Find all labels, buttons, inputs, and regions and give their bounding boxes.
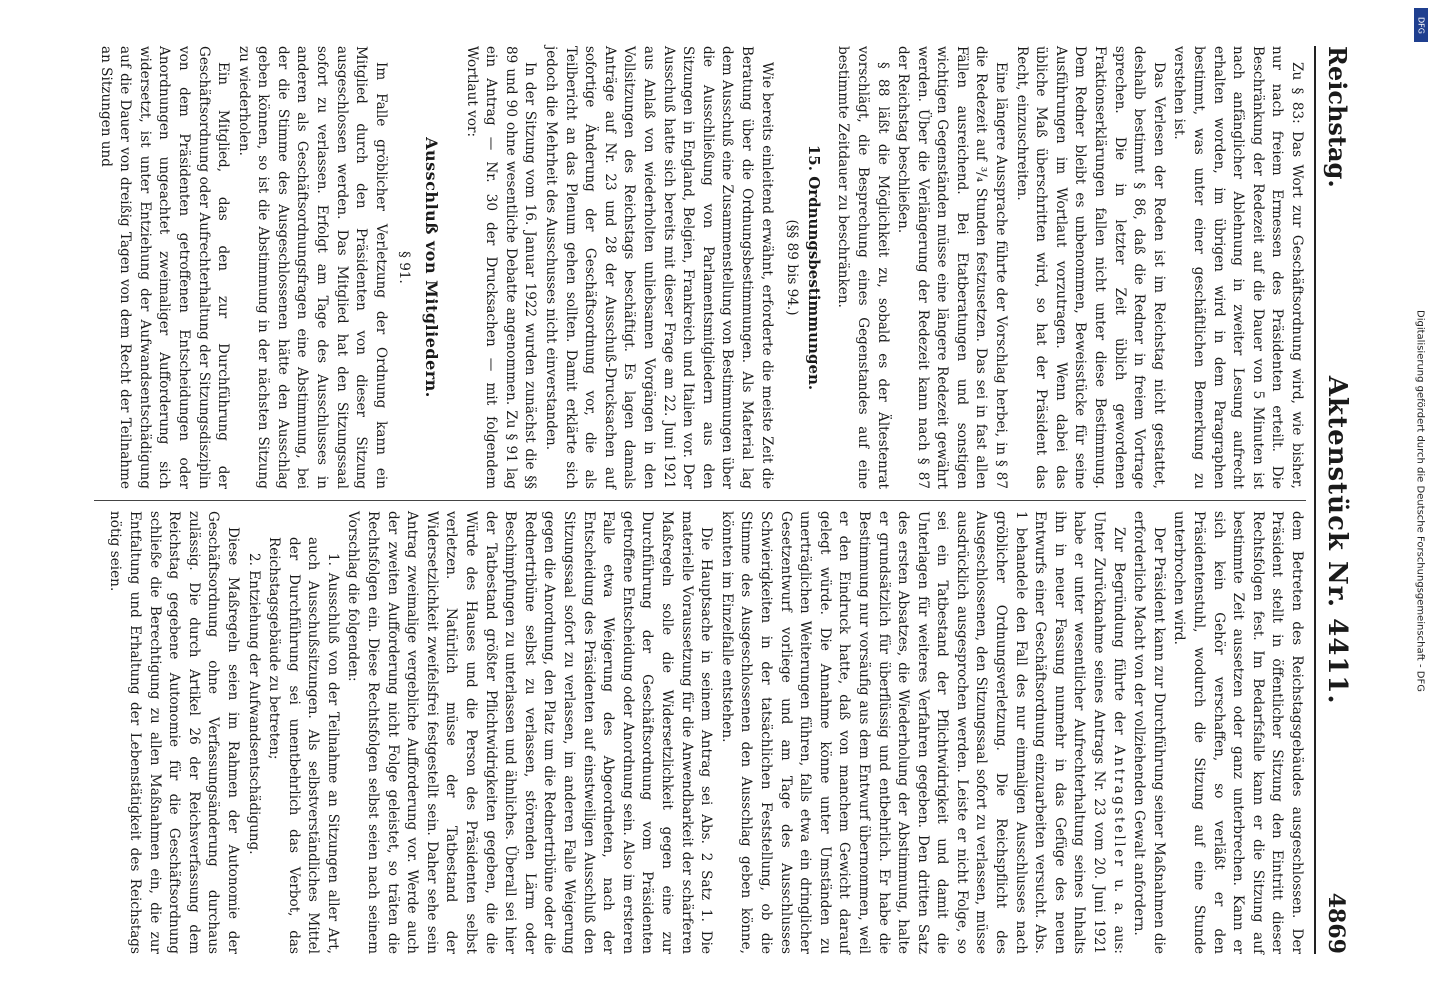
paragraph — [716, 511, 1127, 954]
right-column — [94, 511, 1306, 954]
spaced-term: Antragsteller — [1110, 745, 1127, 869]
list-item: 2. Entziehung der Aufwandsentschädigung. — [245, 553, 262, 855]
paragraph: Eine längere Aussprache führte der Vorschlag herbei, in § 87 die Redezeit auf ³/₄ Stunden festzusetzen. Das sei in fast allen Fällen ausreichend. Bei Etatberatungen und sonstigen wichtigen Gegenständen müsse eine längere Redezeit gewährt werden. Über die Verlängerung der Redezeit kann nach § 87 der Reichstag beschließen. — [895, 46, 1010, 489]
quote-title: Ausschluß von Mitgliedern. — [422, 137, 442, 398]
paragraph: Die Hauptsache in seinem Antrag sei Abs. 2 Satz 1. Die materielle Voraussetzung für die Anwendbarkeit der schärferen Maßregeln solle die Widersetzlichkeit gegen eine zur Durchführung der Geschäftsordnung vom Präsidenten getroffene Entscheidung oder Anordnung sein. Also im ersteren Falle etwa Weigerung des Abgeordneten, nach der Entscheidung des Präsidenten auf einstweiligen Ausschluß den Sitzungssaal sofort zu verlassen, im anderen Falle Weigerung gegen die Anordnung, den Platz um die Rednertribüne oder die Rednertribüne selbst zu verlassen, störenden Lärm oder Beschimpfungen zu unterlassen und ähnliches. Überall sei hier der Tatbestand größter Pflichtwidrigkeiten gegeben, die die Würde des Hauses und die Person des Präsidenten selbst verletzen. Natürlich müsse der Tatbestand der Widersetzlichkeit zweifelsfrei festgestellt sein. Daher sehe sein Antrag zweimalige vergebliche Aufforderung vor. Werde auch der zweiten Aufforderung nicht Folge geleistet, so träten die Rechtsfolgen ein. Diese Rechtsfolgen selbst seien nach seinem Vorschlag die folgenden: — [345, 511, 715, 954]
digitization-note-text: Digitalisierung gefördert durch die Deutsche Forschungsgemeinschaft - DFG — [1414, 309, 1426, 693]
quote-paragraph: dem Betreten des Reichstagsgebäudes ausgeschlossen. Der Präsident stellt in öffentlicher Sitzung den Eintritt dieser Rechtsfolgen fest. Im Bedarfsfalle kann er die Sitzung auf bestimmte Zeit aussetzen oder ganz unterbrechen. Kann er sich kein Gehör verschaffen, so verläßt er den Präsidentenstuhl, wodurch die Sitzung auf eine Stunde unterbrochen wird. — [1171, 511, 1305, 954]
dfg-logo: DFG — [1414, 8, 1428, 42]
quote-paragraph: Ein Mitglied, das den zur Durchführung der Geschäftsordnung oder Aufrechterhaltung der Sitzungsdisziplin von dem Präsidenten getroffenen Entscheidungen oder Anordnungen ungeachtet zweimaliger Aufforderung sich widersetzt, ist unter Entziehung der Aufwandsentschädigung auf die Dauer von dreißig Tagen von dem Recht der Teilnahme an Sitzungen und — [97, 46, 232, 489]
text-run: u. a. aus: Unter Zurücknahme seines Antrags Nr. 23 vom 20. Juni 1921 habe er unter wesentlicher Aufrechterhaltung seines Inhalts ihn in neuer Fassung nunmehr in das Gefüge des neuen Entwurfs einer Geschäftsordnung einzuarbeiten versucht. Abs. 1 behandele den Fall des nur einmaligen Ausschlusses nach gröblicher Ordnungsverletzung. Die Reichspflicht des Ausgeschlossenen, den Sitzungssaal sofort zu verlassen, müsse ausdrücklich ausgesprochen werden. Leiste er nicht Folge, so sei ein Tatbestand der Pflichtwidrigkeit und damit die Unterlagen für weiteres Verfahren gegeben. Den dritten Satz des ersten Absatzes, die Wiederholung der Abstimmung, halte er grundsätzlich für überflüssig und entbehrlich. Er habe die Bestimmung nur vorsäufig aus dem Entwurf übernommen, weil er den Eindruck hatte, daß von manchem Gewicht darauf gelegt würde. Die Annahme könne unter Umständen zu unerträglichen Weiterungen führen, falls etwa ein dringlicher Gesetzentwurf vorliege und am Tage des Ausschlusses Schwierigkeiten in der tatsächlichen Feststellung, ob die Stimme des Ausgeschlossenen den Ausschlag geben könne, könnten im Einzelfalle entstehen. — [718, 511, 1127, 954]
paragraph: In der Sitzung vom 16. Januar 1922 wurden zunächst die §§ 89 und 90 ohne wesentliche Debatte angenommen. Zu § 91 lag ein Antrag — Nr. 30 der Drucksachen — mit folgendem Wortlaut vor: — [463, 46, 539, 489]
paragraph: § 88 läßt die Möglichkeit zu, sobald es der Ältestenrat vorschlägt, die Besprechung eines Gegenstandes auf eine bestimmte Zeitdauer zu beschränken. — [835, 46, 891, 489]
quote-paragraph: Der Präsident kann zur Durchführung seiner Maßnahmen die erforderliche Macht von der vollziehenden Gewalt anfordern. — [1131, 511, 1167, 954]
quote-paragraph: Im Falle gröblicher Verletzung der Ordnung kann ein Mitglied durch den Präsidenten von dieser Sitzung ausgeschlossen werden. Das Mitglied hat den Sitzungssaal sofort zu verlassen. Erfolgt am Tage des Ausschlusses in anderen als Geschäftsordnungsfragen eine Abstimmung, bei der die Stimme des Ausgeschlossenen hätte den Ausschlag geben können, so ist die Abstimmung in der nächsten Sitzung zu wiederholen. — [235, 46, 389, 489]
document-page — [80, 0, 1380, 1000]
header-left: Reichstag. — [1323, 46, 1352, 188]
section-title: 15. Ordnungsbestimmungen. — [804, 144, 823, 391]
page-header — [1314, 46, 1352, 954]
paragraph: Das Verlesen der Reden ist im Reichstag nicht gestattet, deshalb bestimmt § 86, daß die Redner in freiem Vortrage sprechen. Die in letzter Zeit üblich gewordenen Fraktionserklärungen fallen nicht unter diese Bestimmung. Dem Redner bleibt es unbenommen, Beweisstücke für seine Ausführungen im Wortlaut vorzutragen. Wenn dabei das übliche Maß überschritten wird, so hat der Präsident das Recht, einzuschreiten. — [1013, 46, 1167, 489]
list-item: 1. Ausschluß von der Teilnahme an Sitzungen aller Art, auch Ausschußsitzungen. Als selbstverständliches Mittel der Durchführung sei unentbehrlich das Verbot, das Reichstagsgebäude zu betreten; — [266, 537, 341, 954]
paragraph: Wie bereits einleitend erwähnt, erforderte die meiste Zeit die Beratung über die Ordnungsbestimmungen. Als Material lag dem Ausschuß eine Zusammenstellung von Bestimmungen über die Ausschließung von Parlamentsmitgliedern aus den Sitzungen in England, Belgien, Frankreich und Italien vor. Der Ausschuß hatte sich bereits mit dieser Frage am 22. Juni 1921 aus Anlaß von wiederholten unliebsamen Vorgängen in den Vollsitzungen des Reichstags beschäftigt. Es lagen damals Anträge auf Nr. 23 und 28 der Ausschuß-Drucksachen auf sofortige Änderung der Geschäftsordnung vor, die als Teilbericht an das Plenum gehen sollten. Damit erklärte sich jedoch die Mehrheit des Ausschusses nicht einverstanden. — [543, 46, 775, 489]
paragraph: Diese Maßregeln seien im Rahmen der Autonomie der Geschäftsordnung ohne Verfassungsänderung durchaus zulässig. Die durch Artikel 26 der Reichsverfassung dem Reichstag gegebene Autonomie für die Geschäftsordnung schließe die Berechtigung zu allen Maßnahmen ein, die zur Entfaltung und Erhaltung der Lebenstätigkeit des Reichstags nötig seien. — [107, 511, 241, 954]
page-number: 4869 — [1323, 892, 1349, 954]
section-subtitle: (§§ 89 bis 94.) — [784, 219, 801, 316]
left-column — [94, 46, 1306, 489]
digitization-note — [1408, 6, 1432, 996]
header-center: Aktenstück Nr. 4411. — [1322, 375, 1352, 705]
paragraph: Zu § 83: Das Wort zur Geschäftsordnung wird, wie bisher, nur nach freiem Ermessen des Präsidenten erteilt. Die Beschränkung der Redezeit auf die Dauer von 5 Minuten ist nach anfänglicher Ablehnung in zweiter Lesung aufrecht erhalten worden, im übrigen wird in dem Paragraphen bestimmt, was unter einer geschäftlichen Bemerkung zu verstehen ist. — [1171, 46, 1305, 489]
text-run: Zur Begründung führte der — [1110, 527, 1127, 746]
paragraph-number: § 91. — [396, 251, 413, 284]
text-columns — [94, 46, 1306, 954]
